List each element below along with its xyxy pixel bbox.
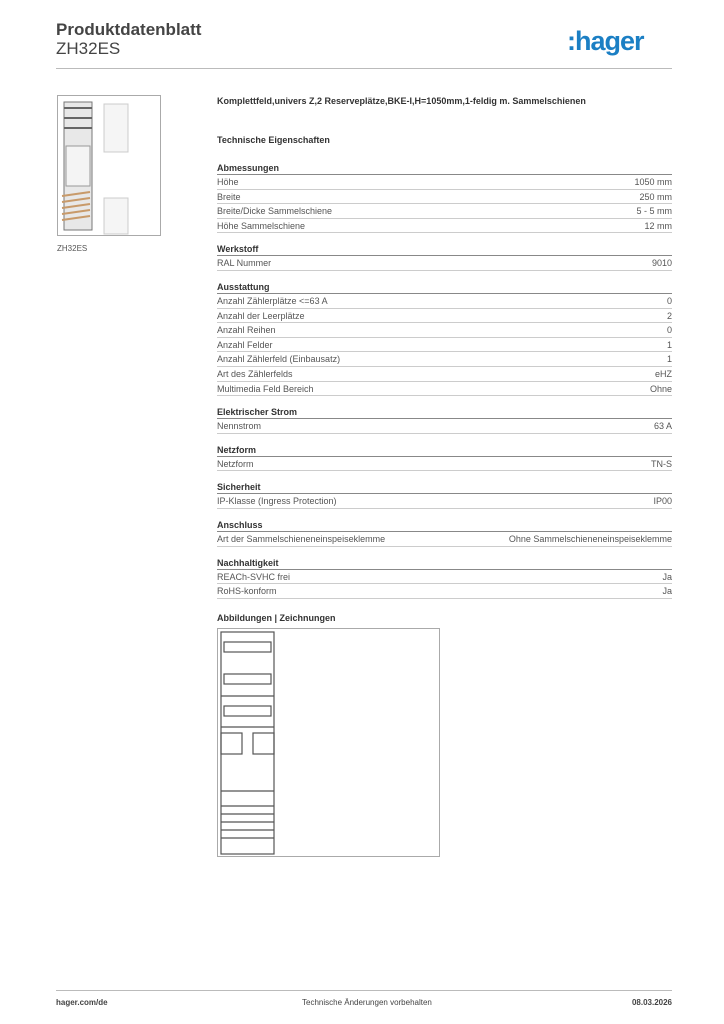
spec-section [217,556,672,599]
section-title: Sicherheit [217,480,672,494]
spec-row [217,309,672,324]
spec-label: Anzahl der Leerplätze [217,310,305,321]
spec-value: 0 [666,295,672,306]
spec-value: TN-S [651,458,672,469]
spec-row [217,219,672,234]
spec-value: 12 mm [644,220,672,231]
spec-value: 5 - 5 mm [636,206,672,217]
spec-value: 0 [666,325,672,336]
hager-logo: :hager [567,26,644,56]
spec-value: 9010 [651,258,672,269]
section-title: Netzform [217,443,672,457]
spec-value: 2 [666,310,672,321]
section-title: Anschluss [217,518,672,532]
section-title: Nachhaltigkeit [217,556,672,570]
spec-row [217,175,672,190]
spec-label: Art des Zählerfelds [217,368,293,379]
spec-label: IP-Klasse (Ingress Protection) [217,496,337,507]
product-description: Komplettfeld,univers Z,2 Reserveplätze,BKE-I,H=1050mm,1-feldig m. Sammelschienen [217,96,586,106]
technical-drawing [217,628,440,857]
spec-row [217,323,672,338]
drawings-heading: Abbildungen | Zeichnungen [217,612,336,623]
spec-row [217,457,672,472]
spec-row [217,204,672,219]
spec-row [217,419,672,434]
section-title: Elektrischer Strom [217,405,672,419]
spec-value: Ja [662,571,672,582]
datasheet-content [217,96,672,857]
spec-value: Ohne [649,383,672,394]
spec-row [217,294,672,309]
spec-value: eHZ [654,368,672,379]
spec-value: Ohne Sammelschieneneinspeiseklemme [508,533,672,544]
spec-section [217,161,672,233]
spec-label: REACh-SVHC frei [217,571,291,582]
spec-section [217,443,672,472]
spec-value: 1 [666,339,672,350]
footer-date: 08.03.2026 [631,998,672,1007]
spec-section [217,242,672,271]
footer-divider [56,990,672,991]
spec-label: Anzahl Zählerplätze <=63 A [217,295,328,306]
spec-row [217,532,672,547]
spec-value: Ja [662,586,672,597]
spec-row [217,494,672,509]
spec-section [217,480,672,509]
spec-section [217,280,672,396]
spec-label: Anzahl Felder [217,339,273,350]
header-divider [56,68,672,69]
logo-text: hager [575,26,644,56]
spec-label: Breite/Dicke Sammelschiene [217,206,333,217]
article-number: ZH32ES [56,39,121,58]
section-title: Werkstoff [217,242,672,256]
spec-row [217,352,672,367]
spec-label: RAL Nummer [217,258,272,269]
spec-label: Höhe [217,177,239,187]
spec-section [217,405,672,434]
spec-row [217,570,672,585]
section-title: Abmessungen [217,161,672,175]
product-image [57,95,161,236]
spec-value: 1050 mm [634,177,672,187]
spec-section [217,518,672,547]
spec-row [217,367,672,382]
spec-value: IP00 [653,496,672,507]
spec-label: Höhe Sammelschiene [217,220,306,231]
spec-label: Multimedia Feld Bereich [217,383,314,394]
tech-heading: Technische Eigenschaften [217,135,330,145]
spec-label: Art der Sammelschieneneinspeiseklemme [217,533,386,544]
spec-label: Nennstrom [217,421,262,432]
section-title: Ausstattung [217,280,672,294]
spec-row [217,256,672,271]
spec-label: Anzahl Reihen [217,325,276,336]
footer-site: hager.com/de [56,998,108,1007]
spec-row [217,382,672,397]
product-image-label: ZH32ES [57,244,88,253]
spec-value: 1 [666,354,672,365]
page-title: Produktdatenblatt [56,20,202,39]
spec-row [217,338,672,353]
spec-label: Anzahl Zählerfeld (Einbausatz) [217,354,341,365]
spec-value: 250 mm [639,191,672,202]
spec-sections [217,161,672,599]
spec-label: Netzform [217,458,254,469]
spec-label: RoHS-konform [217,586,277,597]
footer-note: Technische Änderungen vorbehalten [302,998,432,1007]
spec-value: 63 A [653,421,672,432]
spec-row [217,190,672,205]
spec-label: Breite [217,191,241,202]
spec-row [217,584,672,599]
